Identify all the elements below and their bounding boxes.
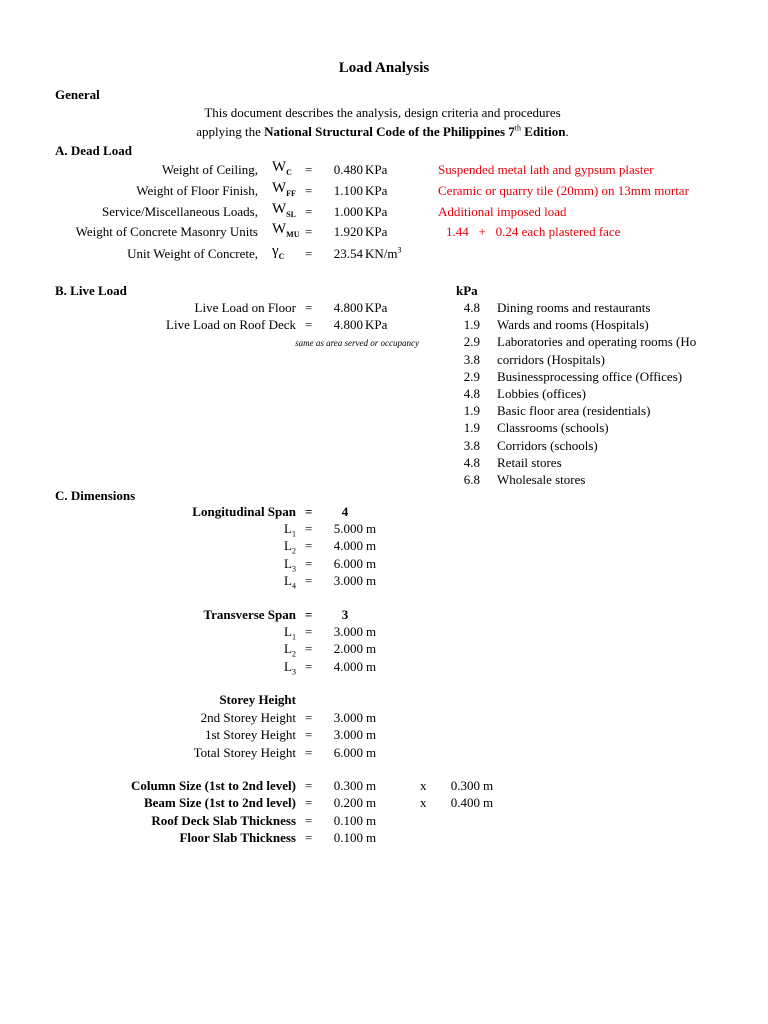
- equals-sign: =: [305, 246, 313, 261]
- dead-load-value: 1.920: [333, 224, 363, 239]
- equals-sign: =: [305, 829, 313, 845]
- member-unit: m: [366, 829, 377, 845]
- occupancy-kpa: 6.8: [463, 472, 480, 487]
- storey-height-label: Storey Height: [219, 692, 296, 707]
- symbol-letter: W: [272, 159, 287, 175]
- equals-sign: =: [305, 224, 313, 239]
- load-symbol: [272, 181, 296, 196]
- occupancy-note: same as area served or occupancy: [295, 338, 419, 348]
- equals-sign: =: [305, 727, 313, 743]
- occupancy-desc: Retail stores: [497, 454, 562, 470]
- trans-span-label: Transverse Span: [203, 607, 296, 622]
- times-sign: x: [420, 795, 427, 811]
- span-letter: L: [284, 538, 292, 554]
- equals-sign: =: [305, 795, 313, 811]
- dead-load-note: Suspended metal lath and gypsum plaster: [438, 162, 654, 177]
- span-index: 1: [292, 529, 296, 539]
- span-length-value: 5.000: [333, 521, 363, 536]
- member-label: Roof Deck Slab Thickness: [151, 812, 296, 828]
- dead-load-value: 0.480: [333, 162, 363, 177]
- occupancy-desc: Dining rooms and restaurants: [497, 300, 651, 315]
- dead-load-unit: [365, 183, 387, 198]
- page-title: Load Analysis: [338, 60, 430, 76]
- equals-sign: =: [305, 641, 313, 657]
- equals-sign: =: [305, 658, 313, 674]
- span-length-label: [250, 521, 296, 539]
- live-load-label: Live Load on Roof Deck: [166, 317, 296, 332]
- equals-sign: =: [305, 607, 313, 622]
- occupancy-desc: Lobbies (offices): [497, 386, 586, 401]
- span-letter: L: [284, 572, 292, 588]
- load-symbol: [272, 222, 300, 237]
- span-length-label: [250, 538, 296, 556]
- occupancy-desc: Basic floor area (residentials): [497, 403, 651, 419]
- unit-superscript: 3: [397, 245, 402, 255]
- equals-sign: =: [305, 504, 313, 519]
- span-length-label: [250, 624, 296, 642]
- member-label: Column Size (1st to 2nd level): [130, 778, 296, 793]
- span-length-value: 6.000: [333, 555, 363, 571]
- dead-load-unit: [365, 224, 387, 239]
- span-length-value: 3.000: [333, 624, 363, 639]
- live-load-unit: KPa: [365, 300, 388, 315]
- member-unit: m: [366, 795, 377, 811]
- storey-row-value: 6.000: [333, 744, 363, 760]
- live-load-value: 4.800: [333, 300, 363, 315]
- dead-load-label: Service/Miscellaneous Loads,: [102, 204, 258, 219]
- span-length-value: 3.000: [333, 572, 363, 588]
- dead-load-heading: A. Dead Load: [55, 143, 132, 158]
- member-value: 0.100: [333, 829, 363, 845]
- dead-load-label: Weight of Ceiling,: [161, 162, 258, 177]
- equals-sign: =: [305, 300, 313, 315]
- symbol-subscript: SL: [286, 210, 296, 219]
- symbol-letter: W: [272, 201, 287, 217]
- span-length-value: 4.000: [333, 538, 363, 554]
- occupancy-kpa: 4.8: [463, 386, 480, 401]
- equals-sign: =: [305, 204, 313, 219]
- dead-load-note: 1.44 + 0.24 each plastered face: [446, 224, 621, 239]
- equals-sign: =: [305, 710, 313, 725]
- span-length-unit: m: [366, 555, 377, 571]
- occupancy-kpa: 1.9: [463, 403, 480, 419]
- occupancy-desc: Businessprocessing office (Offices): [497, 368, 683, 384]
- dead-load-value: 1.100: [333, 183, 363, 198]
- equals-sign: =: [305, 183, 313, 198]
- dead-load-value: 1.000: [333, 204, 363, 219]
- member-value: 0.300: [333, 778, 363, 793]
- span-length-unit: m: [366, 624, 377, 639]
- load-symbol: [272, 244, 284, 259]
- span-length-unit: m: [366, 641, 377, 657]
- span-length-unit: m: [366, 538, 377, 554]
- symbol-letter: W: [272, 221, 287, 237]
- symbol-letter: W: [272, 180, 287, 196]
- general-line-1: This document describes the analysis, design criteria and procedures: [204, 105, 561, 120]
- equals-sign: =: [305, 521, 313, 536]
- symbol-letter: γ: [272, 243, 279, 259]
- storey-row-unit: m: [366, 744, 377, 760]
- storey-row-value: 3.000: [333, 710, 363, 725]
- equals-sign: =: [305, 778, 313, 793]
- equals-sign: =: [305, 812, 313, 828]
- live-load-heading: B. Live Load: [55, 283, 127, 298]
- symbol-subscript: MU: [286, 230, 300, 239]
- dimensions-heading: C. Dimensions: [55, 488, 136, 503]
- span-length-label: [250, 658, 296, 677]
- member-unit: m: [366, 778, 377, 793]
- span-length-unit: m: [366, 521, 377, 536]
- long-span-label: Longitudinal Span: [192, 504, 296, 519]
- live-load-value: 4.800: [333, 317, 363, 332]
- span-index: 4: [292, 581, 296, 591]
- storey-row-label: Total Storey Height: [193, 744, 296, 760]
- unit-text: KPa: [365, 204, 388, 219]
- span-length-label: [250, 572, 296, 591]
- span-length-unit: m: [366, 658, 377, 674]
- dead-load-unit: [365, 204, 387, 219]
- dead-load-label: Unit Weight of Concrete,: [127, 246, 258, 261]
- dead-load-note: Ceramic or quarry tile (20mm) on 13mm mortar: [438, 183, 689, 198]
- member-value: 0.100: [333, 812, 363, 828]
- equals-sign: =: [305, 624, 313, 639]
- symbol-subscript: C: [278, 252, 285, 261]
- member-unit-2: m: [483, 778, 494, 793]
- storey-row-value: 3.000: [333, 727, 363, 743]
- span-length-unit: m: [366, 572, 377, 588]
- storey-row-label: 2nd Storey Height: [200, 710, 296, 725]
- storey-row-label: 1st Storey Height: [205, 727, 296, 743]
- span-index: 3: [292, 667, 296, 677]
- occupancy-kpa: 2.9: [463, 368, 480, 384]
- span-index: 1: [292, 632, 296, 642]
- general-heading: General: [55, 87, 100, 102]
- occupancy-desc: corridors (Hospitals): [497, 351, 605, 367]
- live-load-label: Live Load on Floor: [194, 300, 296, 315]
- dead-load-unit: [365, 162, 387, 177]
- unit-text: KPa: [365, 162, 388, 177]
- span-index: 3: [292, 564, 296, 574]
- span-letter: L: [284, 658, 292, 674]
- occupancy-desc: Wards and rooms (Hospitals): [497, 317, 649, 333]
- occupancy-kpa: 3.8: [463, 351, 480, 367]
- span-letter: L: [284, 641, 292, 657]
- member-value: 0.200: [333, 795, 363, 811]
- load-symbol: [272, 160, 292, 175]
- equals-sign: =: [305, 317, 313, 332]
- times-sign: x: [420, 778, 427, 793]
- span-length-label: [250, 641, 296, 659]
- long-span-count: 4: [341, 504, 349, 519]
- general-line-2: applying the National Structural Code of the Philippines 7th Edition.: [196, 123, 569, 139]
- member-value-2: 0.300: [450, 778, 480, 793]
- storey-row-unit: m: [366, 727, 377, 743]
- occupancy-kpa: 4.8: [463, 454, 480, 470]
- symbol-subscript: FF: [286, 189, 296, 198]
- member-unit-2: m: [483, 795, 494, 811]
- dead-load-label: Weight of Concrete Masonry Units: [75, 224, 258, 239]
- symbol-subscript: C: [286, 168, 292, 177]
- dead-load-unit: [365, 246, 402, 261]
- occupancy-kpa: 1.9: [463, 317, 480, 333]
- span-index: 2: [292, 649, 296, 659]
- occupancy-desc: Wholesale stores: [497, 472, 586, 487]
- occupancy-desc: Classrooms (schools): [497, 420, 609, 436]
- dead-load-value: 23.54: [333, 246, 363, 261]
- live-load-unit: KPa: [365, 317, 388, 332]
- unit-text: KPa: [365, 183, 388, 198]
- equals-sign: =: [305, 572, 313, 588]
- occupancy-kpa: 1.9: [463, 420, 480, 436]
- span-length-value: 4.000: [333, 658, 363, 674]
- dead-load-label: Weight of Floor Finish,: [136, 183, 258, 198]
- equals-sign: =: [305, 744, 313, 760]
- unit-text: KN/m: [365, 246, 398, 261]
- member-value-2: 0.400: [450, 795, 480, 811]
- span-letter: L: [284, 521, 292, 536]
- span-index: 2: [292, 546, 296, 556]
- kpa-header: kPa: [456, 283, 478, 298]
- span-letter: L: [284, 624, 292, 639]
- span-length-label: [250, 555, 296, 574]
- trans-span-count: 3: [341, 607, 349, 622]
- equals-sign: =: [305, 538, 313, 554]
- equals-sign: =: [305, 555, 313, 571]
- member-unit: m: [366, 812, 377, 828]
- occupancy-kpa: 2.9: [463, 334, 480, 350]
- storey-row-unit: m: [366, 710, 377, 725]
- unit-text: KPa: [365, 224, 388, 239]
- member-label: Floor Slab Thickness: [179, 829, 296, 845]
- member-label: Beam Size (1st to 2nd level): [143, 795, 296, 811]
- occupancy-desc: Laboratories and operating rooms (Ho: [497, 334, 697, 350]
- equals-sign: =: [305, 162, 313, 177]
- load-symbol: [272, 202, 296, 217]
- occupancy-kpa: 3.8: [463, 437, 480, 453]
- occupancy-desc: Corridors (schools): [497, 437, 598, 453]
- dead-load-note: Additional imposed load: [438, 204, 567, 219]
- occupancy-kpa: 4.8: [463, 300, 480, 315]
- span-length-value: 2.000: [333, 641, 363, 657]
- span-letter: L: [284, 555, 292, 571]
